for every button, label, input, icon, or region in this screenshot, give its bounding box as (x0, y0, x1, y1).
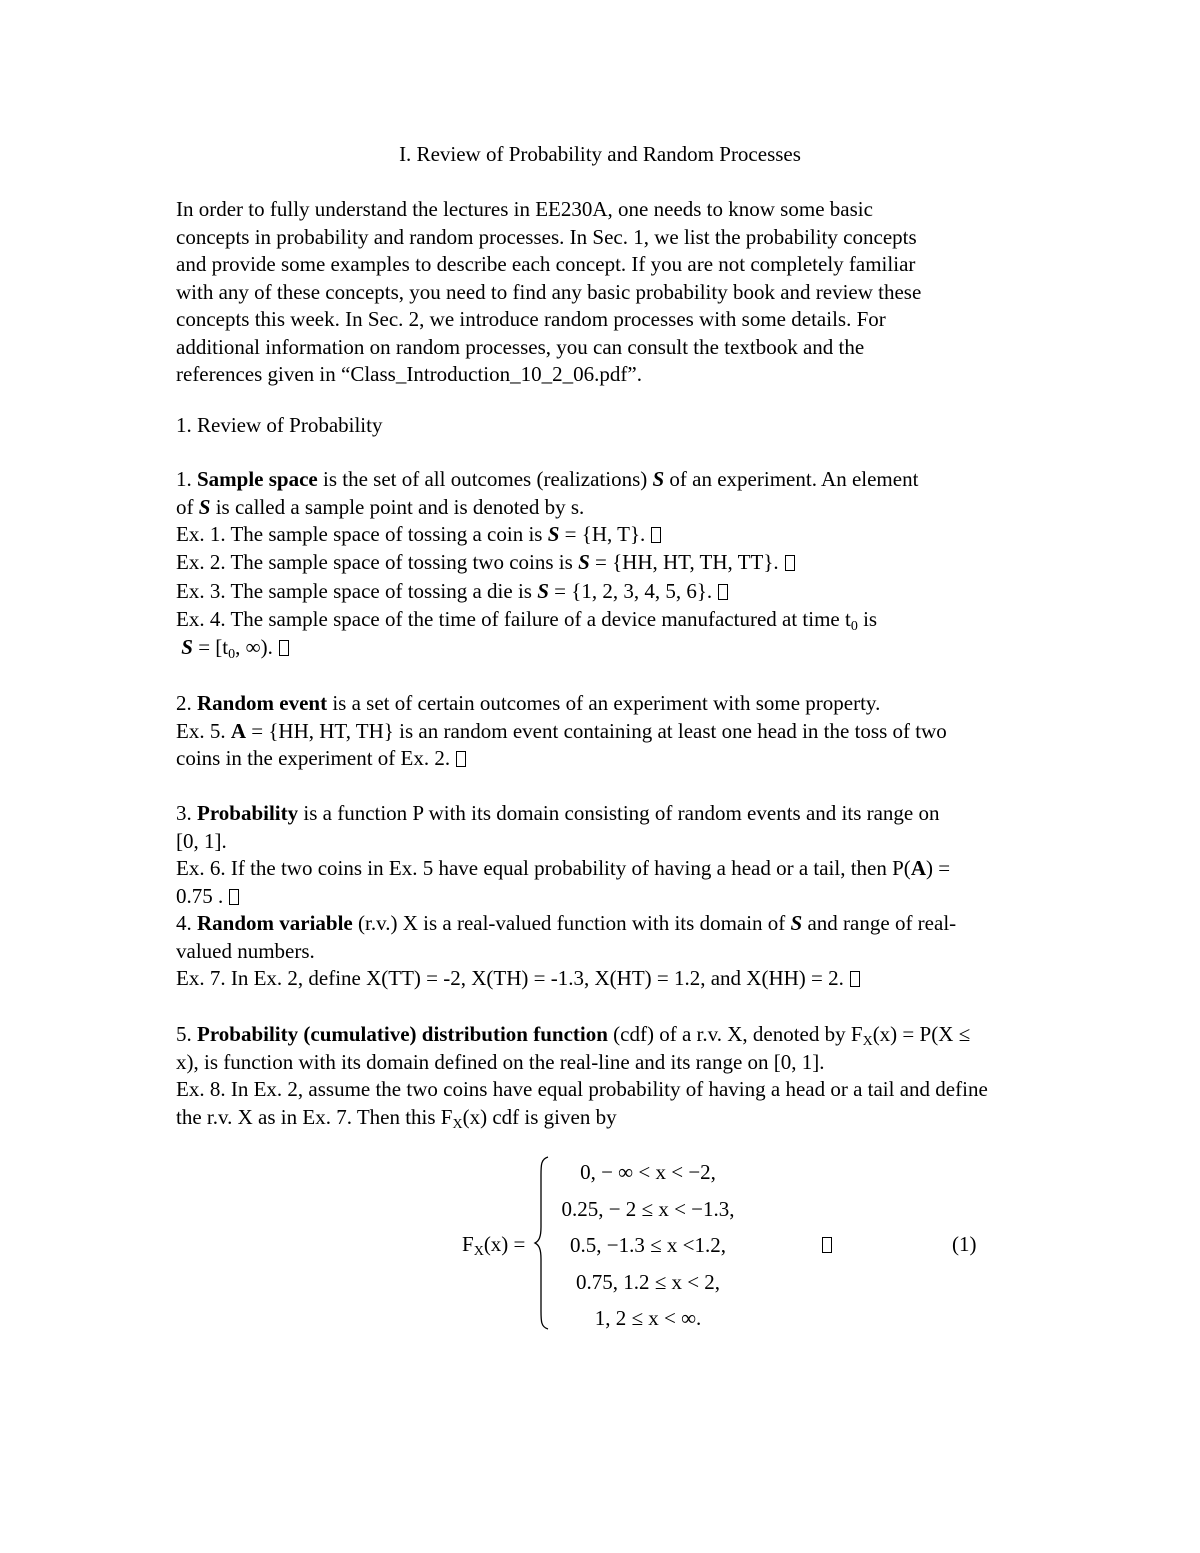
end-of-example-icon (850, 971, 860, 987)
example-7: Ex. 7. In Ex. 2, define X(TT) = -2, X(TH) = -1.3, X(HT) = 1.2, and X(HH) = 2. (176, 965, 1116, 993)
equation-cases (548, 1157, 748, 1340)
case-row: 0.75, 1.2 ≤ x < 2, (575, 1269, 721, 1294)
item-cdf (176, 1021, 1116, 1131)
item2-line1: 2. Random event is a set of certain outcomes of an experiment with some property. (176, 691, 881, 715)
intro-line: with any of these concepts, you need to find any basic probability book and review these (176, 279, 922, 304)
item4-line2: valued numbers. (176, 938, 315, 963)
case-row: 0.5, −1.3 ≤ x <1.2, (570, 1233, 726, 1257)
item3-line1: 3. Probability is a function P with its domain consisting of random events and its range on (176, 801, 940, 825)
case-row: 0, − ∞ < x < −2, (580, 1160, 716, 1184)
example-4-cont: $S = [t_0$, ∞). (176, 634, 1116, 662)
item5-line2: x), is function with its domain defined on the real-line and its range on [0, 1]. (176, 1049, 825, 1074)
page-title: I. Review of Probability and Random Processes (399, 142, 801, 166)
term-sample-space: Sample space (197, 467, 318, 491)
case-row: 0.25, − 2 ≤ x < −1.3, (561, 1196, 735, 1221)
term-random-event: Random event (197, 691, 328, 715)
term-random-variable: Random variable (197, 911, 353, 935)
example-4: Ex. 4. The sample space of the time of failure of a device manufactured at time $t_0$ is (176, 606, 878, 634)
item5-line1: 5. Probability (cumulative) distribution function (cdf) of a r.v. X, denoted by $F_X(x) = P(X$ ≤ (176, 1022, 971, 1049)
section-heading-text: 1. Review of Probability (176, 413, 383, 437)
end-of-example-icon (651, 527, 661, 543)
intro-line: concepts this week. In Sec. 2, we introduce random processes with some details. For (176, 307, 886, 331)
intro-line: additional information on random processes, you can consult the textbook and the (176, 334, 865, 359)
end-of-example-icon (279, 640, 289, 656)
section-heading (176, 412, 1116, 440)
end-of-example-icon (229, 889, 239, 905)
end-of-example-icon (785, 555, 795, 571)
term-probability: Probability (197, 801, 299, 825)
item1-line2: of S is called a sample point and is denoted by s. (176, 494, 585, 519)
item-random-variable (176, 910, 1116, 993)
intro-line: In order to fully understand the lectures in EE230A, one needs to know some basic (176, 197, 873, 221)
equation-lhs: $F_X(x)$ = (462, 1232, 526, 1259)
end-of-example-icon (718, 584, 728, 600)
end-of-example-icon (456, 751, 466, 767)
example-3: Ex. 3. The sample space of tossing a die is S = {1, 2, 3, 4, 5, 6}. (176, 578, 1116, 606)
intro-line: and provide some examples to describe each concept. If you are not completely familiar (176, 252, 916, 276)
intro-line: references given in “Class_Introduction_10_2_06.pdf”. (176, 362, 642, 386)
end-of-example-icon (822, 1237, 832, 1253)
example-6-cont: 0.75 . (176, 883, 1116, 911)
item3-line2: [0, 1]. (176, 828, 227, 853)
example-5-cont: coins in the experiment of Ex. 2. (176, 745, 1116, 773)
item-probability (176, 800, 1116, 910)
example-1: Ex. 1. The sample space of tossing a coin is S = {H, T}. (176, 521, 1116, 549)
intro-paragraph (176, 196, 1116, 389)
example-5: Ex. 5. A = {HH, HT, TH} is an random event containing at least one head in the toss of two (176, 718, 947, 743)
item4-line1: 4. Random variable (r.v.) X is a real-valued function with its domain of S and range of real- (176, 911, 957, 935)
case-row: 1, 2 ≤ x < ∞. (594, 1306, 702, 1330)
example-8: Ex. 8. In Ex. 2, assume the two coins have equal probability of having a head or a tail and define (176, 1077, 988, 1101)
intro-line: concepts in probability and random processes. In Sec. 1, we list the probability concepts (176, 224, 917, 249)
equation-number: (1) (952, 1232, 977, 1256)
item-random-event (176, 690, 1116, 773)
example-6: Ex. 6. If the two coins in Ex. 5 have equal probability of having a head or a tail, then P(A) = (176, 856, 951, 880)
item-sample-space (176, 466, 1116, 662)
term-cdf: Probability (cumulative) distribution function (197, 1022, 608, 1046)
example-8-cont: the r.v. X as in Ex. 7. Then this $F_X(x)$ cdf is given by (176, 1104, 617, 1132)
item1-line1: 1. Sample space is the set of all outcomes (realizations) S of an experiment. An element (176, 467, 919, 491)
example-2: Ex. 2. The sample space of tossing two coins is S = {HH, HT, TH, TT}. (176, 549, 1116, 577)
